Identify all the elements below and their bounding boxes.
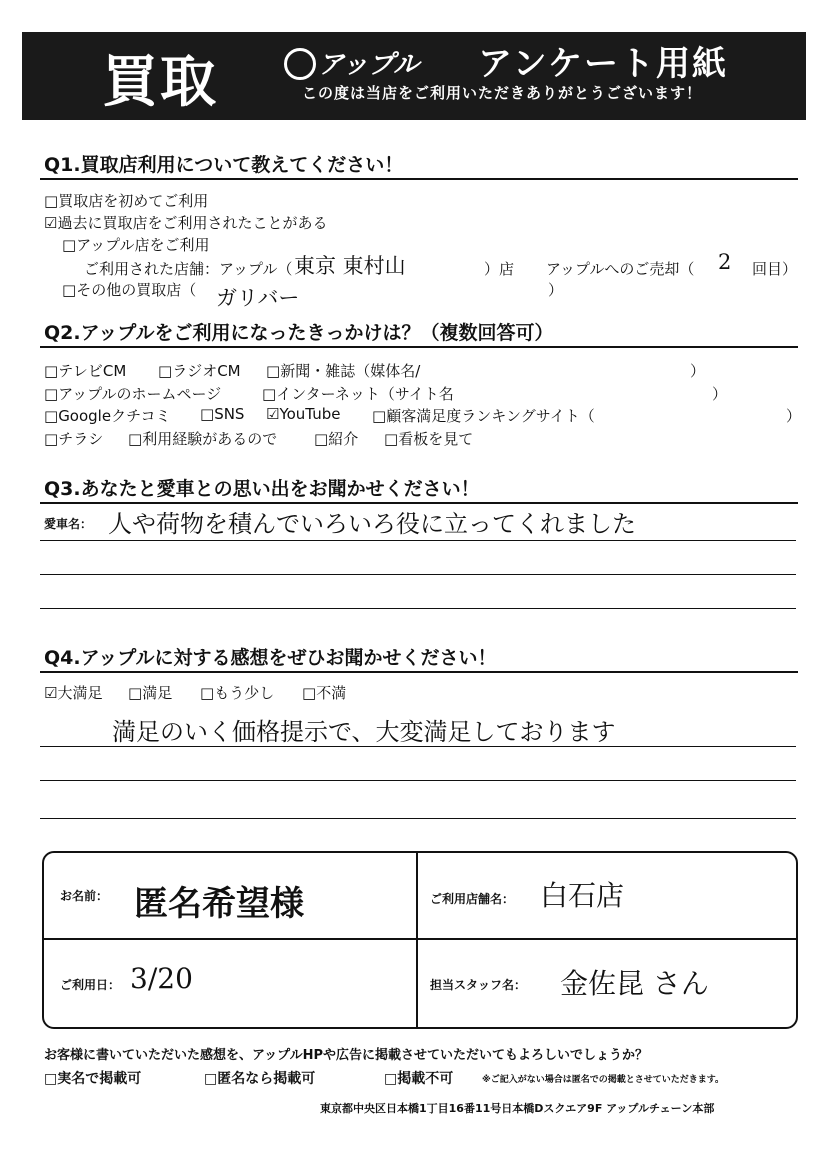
q1-count-value[interactable]: 2 xyxy=(718,250,732,274)
consent-option-realname-label: 実名で掲載可 xyxy=(57,1071,142,1087)
q1-other-suffix: ） xyxy=(548,281,564,299)
q3-answer[interactable]: 人や荷物を積んでいろいろ役に立ってくれました xyxy=(108,510,636,538)
q2-option-google-label: Googleクチコミ xyxy=(58,407,171,425)
page-title: アンケート用紙 xyxy=(478,44,728,84)
q1-store-prefix: ご利用された店舗：アップル（ xyxy=(84,260,293,278)
staff-value[interactable]: 金佐昆 さん xyxy=(560,967,709,1000)
consent-option-realname[interactable] xyxy=(44,1068,141,1088)
q2-row1-close: ） xyxy=(690,362,706,380)
q3-line-2 xyxy=(40,574,796,575)
consent-note: ※ご記入がない場合は匿名での掲載とさせていただきます。 xyxy=(482,1075,725,1085)
q1-count-prefix: アップルへのご売却（ xyxy=(546,260,695,278)
q2-option-radiocm-label: ラジオCM xyxy=(172,362,241,380)
q2-option-referral[interactable] xyxy=(314,428,358,449)
q1-option-first[interactable] xyxy=(44,190,208,211)
q1-option-other[interactable] xyxy=(62,279,196,300)
date-label: ご利用日： xyxy=(60,978,121,992)
q2-title: Q2.アップルをご利用になったきっかけは？（複数回答可） xyxy=(44,322,554,344)
q4-option-satisfied-label: 満足 xyxy=(142,684,173,702)
q2-option-sns[interactable] xyxy=(200,405,244,423)
q2-option-homepage-label: アップルのホームページ xyxy=(58,385,222,403)
info-box-divider-h xyxy=(42,938,798,940)
q4-option-dissatisfied-label: 不満 xyxy=(316,684,347,702)
info-box-divider-v xyxy=(416,851,418,1027)
q2-option-internet[interactable] xyxy=(262,383,454,404)
checkmark-icon: ☑ xyxy=(44,684,58,702)
q4-answer[interactable]: 満足のいく価格提示で、大変満足しております xyxy=(112,718,616,746)
q4-option-dissatisfied[interactable] xyxy=(302,682,346,703)
page-subtitle: この度は当店をご利用いただきありがとうございます！ xyxy=(302,84,703,102)
q2-option-experience-label: 利用経験があるので xyxy=(142,430,278,448)
q4-line-1 xyxy=(40,746,796,747)
logo-brand: アップル xyxy=(318,50,420,80)
q2-option-youtube[interactable] xyxy=(266,405,340,423)
consent-option-anonymous[interactable] xyxy=(204,1068,315,1088)
q1-other-value[interactable]: ガリバー xyxy=(216,286,300,310)
q1-store-suffix: ）店 xyxy=(484,260,515,278)
consent-option-anonymous-label: 匿名なら掲載可 xyxy=(217,1071,316,1087)
q2-option-flyer[interactable] xyxy=(44,428,103,449)
q2-option-tvcm[interactable] xyxy=(44,360,126,381)
q2-option-ranking[interactable] xyxy=(372,405,595,426)
q1-option-first-label: 買取店を初めてご利用 xyxy=(58,192,209,210)
q2-row2-close: ） xyxy=(712,385,728,403)
q2-option-referral-label: 紹介 xyxy=(328,430,359,448)
apple-logo-icon xyxy=(284,48,316,80)
q2-option-tvcm-label: テレビCM xyxy=(58,362,127,380)
q3-line-3 xyxy=(40,608,796,609)
q4-title: Q4.アップルに対する感想をぜひお聞かせください！ xyxy=(44,647,497,669)
q1-option-other-label: その他の買取店（ xyxy=(76,281,197,299)
q2-option-google[interactable] xyxy=(44,405,170,426)
q4-option-very-satisfied[interactable] xyxy=(44,682,102,703)
q3-label: 愛車名： xyxy=(44,517,93,531)
q2-option-signboard-label: 看板を見て xyxy=(398,430,474,448)
q2-option-signboard[interactable] xyxy=(384,428,473,449)
store-value[interactable]: 白石店 xyxy=(540,879,625,912)
q2-option-radiocm[interactable] xyxy=(158,360,241,381)
consent-option-decline-label: 掲載不可 xyxy=(397,1071,454,1087)
q4-option-somewhat[interactable] xyxy=(200,682,274,703)
staff-label: 担当スタッフ名： xyxy=(430,978,527,992)
q3-line-1 xyxy=(40,540,796,541)
consent-option-decline[interactable] xyxy=(384,1068,453,1088)
q4-line-3 xyxy=(40,818,796,819)
store-label: ご利用店舗名： xyxy=(430,892,515,906)
checkmark-icon: ☑ xyxy=(266,405,280,423)
q2-option-youtube-label: YouTube xyxy=(279,405,341,423)
q1-title: Q1.買取店利用について教えてください！ xyxy=(44,154,404,176)
q1-option-apple[interactable] xyxy=(62,234,210,255)
q2-option-experience[interactable] xyxy=(128,428,277,449)
q2-option-newspaper[interactable] xyxy=(266,360,420,381)
footer-address: 東京都中央区日本橋1丁目16番11号日本橋Dスクエア9F アップルチェーン本部 xyxy=(320,1102,715,1115)
q1-option-apple-label: アップル店をご利用 xyxy=(76,236,210,254)
q2-option-internet-label: インターネット（サイト名 xyxy=(276,385,454,403)
name-label: お名前： xyxy=(60,889,109,903)
q4-rule xyxy=(40,671,798,673)
q2-option-newspaper-label: 新聞・雑誌（媒体名/ xyxy=(280,362,421,380)
q2-option-homepage[interactable] xyxy=(44,383,221,404)
q1-store-value[interactable]: 東京 東村山 xyxy=(294,254,406,278)
name-value[interactable]: 匿名希望様 xyxy=(134,884,304,924)
q4-option-satisfied[interactable] xyxy=(128,682,172,703)
q1-count-suffix: 回目） xyxy=(752,260,798,278)
q2-rule xyxy=(40,346,798,348)
checkmark-icon: ☑ xyxy=(44,214,58,232)
q2-option-sns-label: SNS xyxy=(214,405,245,423)
q4-line-2 xyxy=(40,780,796,781)
q1-option-past-label: 過去に買取店をご利用されたことがある xyxy=(57,214,328,232)
q2-option-flyer-label: チラシ xyxy=(58,430,104,448)
q4-option-very-satisfied-label: 大満足 xyxy=(57,684,103,702)
q1-option-past[interactable] xyxy=(44,212,327,233)
q3-title: Q3.あなたと愛車との思い出をお聞かせください！ xyxy=(44,478,480,500)
q1-rule xyxy=(40,178,798,180)
consent-question: お客様に書いていただいた感想を、アップルHPや広告に掲載させていただいてもよろしいでしょうか？ xyxy=(44,1048,648,1063)
logo-kaitori: 買取 xyxy=(102,50,218,115)
q2-option-ranking-label: 顧客満足度ランキングサイト（ xyxy=(386,407,595,425)
header-banner xyxy=(22,32,806,120)
date-value[interactable]: 3/20 xyxy=(130,962,193,995)
q4-option-somewhat-label: もう少し xyxy=(214,684,275,702)
q2-row3-close: ） xyxy=(786,407,802,425)
